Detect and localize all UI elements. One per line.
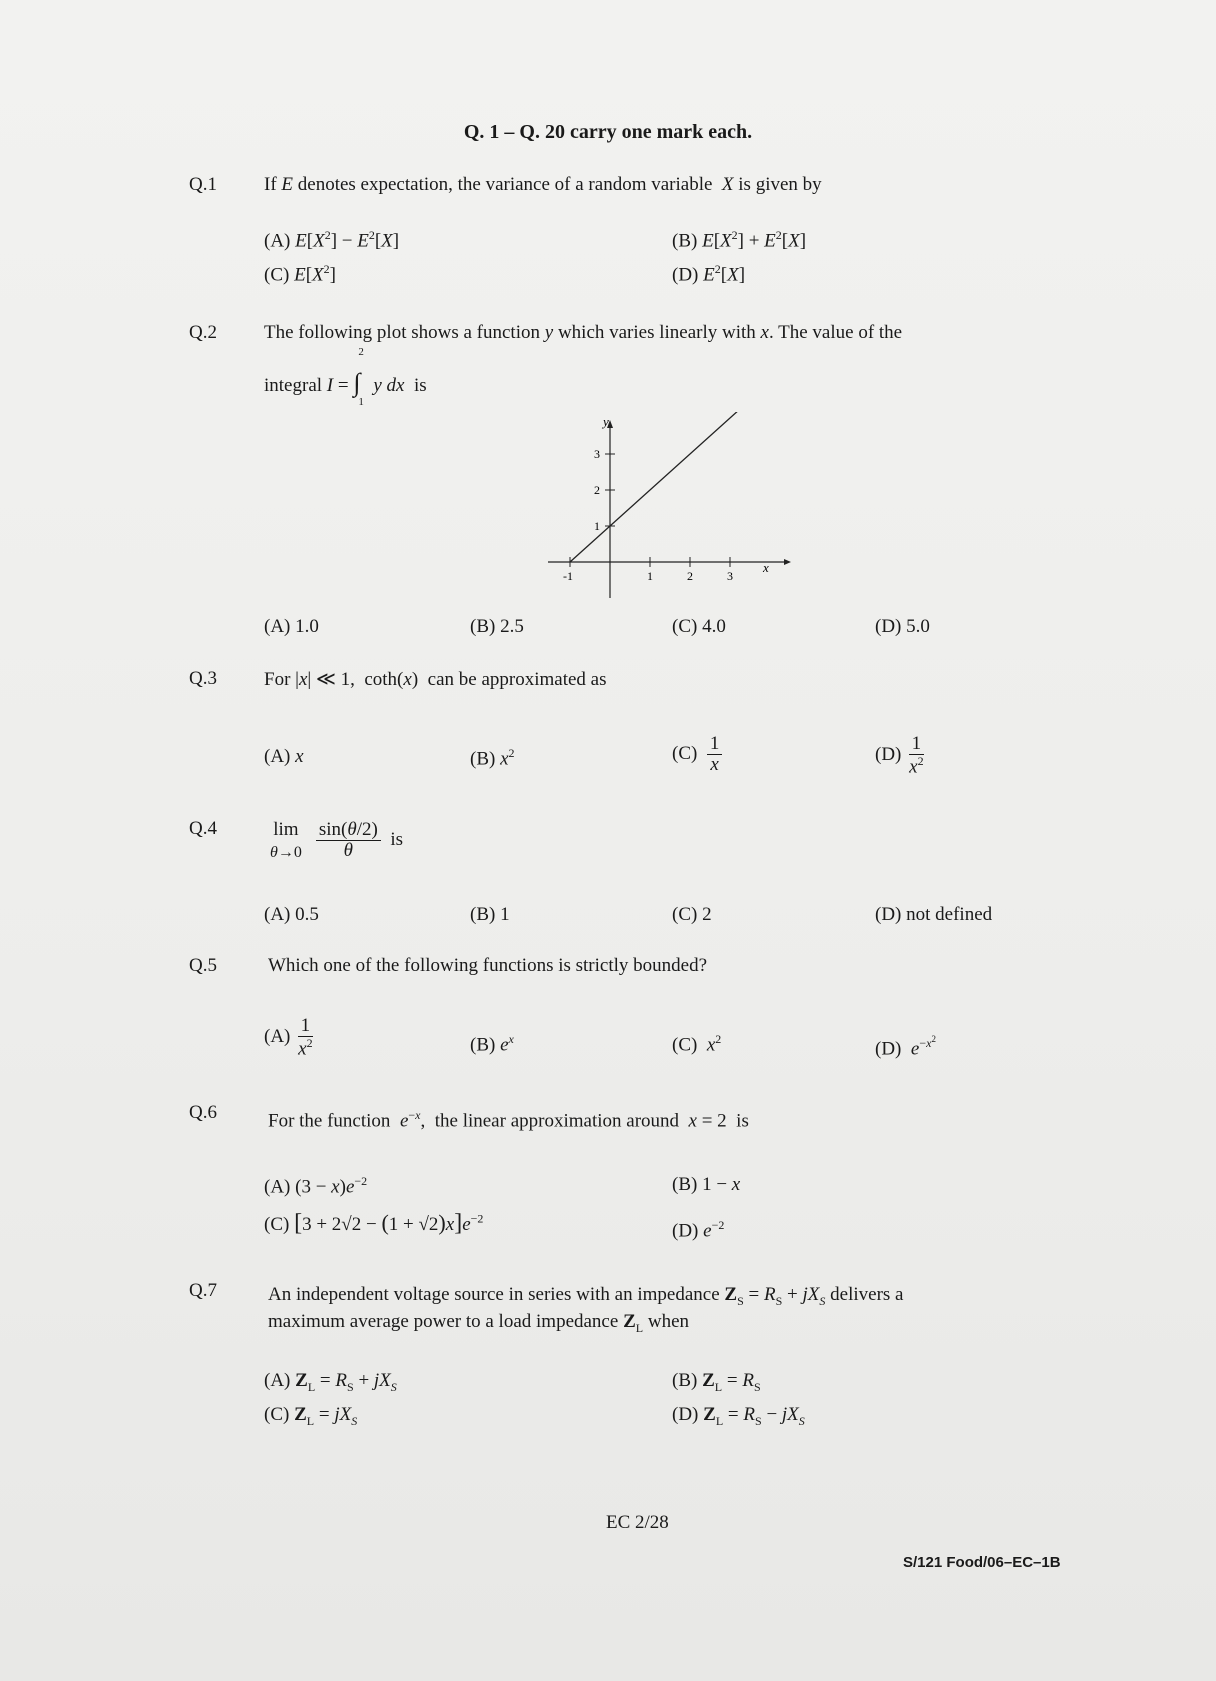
x-axis-label: x <box>763 560 769 575</box>
q1-option-a: (A) $E[X^2] - E^2[X]$ <box>264 228 400 252</box>
q5-option-b: (B) $e^x$ <box>470 1032 514 1056</box>
page-number: EC 2/28 <box>606 1512 669 1533</box>
q1-option-c: (C) $E[X^2]$ <box>264 262 336 286</box>
q2-line-plot <box>548 412 798 598</box>
q2-option-c: (C) 4.0 <box>672 616 726 637</box>
q2-option-b: (B) 2.5 <box>470 616 524 637</box>
q5-option-d: (D) $e^{-x^2}$ <box>875 1034 936 1060</box>
q4-number: Q.4 <box>189 818 217 839</box>
q6-option-d: (D) $e^{-2}$ <box>672 1218 725 1242</box>
q4-text: lim θ→0 $\frac{\sin(\theta/2)}{\theta}$ is <box>270 819 403 862</box>
q6-option-a: (A) $(3 - x)e^{-2}$ <box>264 1174 368 1198</box>
section-header: Q. 1 – Q. 20 carry one mark each. <box>463 121 753 143</box>
q1-option-b: (B) $E[X^2] + E^2[X]$ <box>672 228 807 252</box>
q3-text: For |x| ≪ 1, coth(x) can be approximated as <box>264 669 607 690</box>
q5-option-a: (A) $\frac{1}{x^2}$ <box>264 1015 313 1060</box>
q3-option-d: (D) $\frac{1}{x^2}$ <box>875 733 924 778</box>
q2-option-d: (D) 5.0 <box>875 616 930 637</box>
x-tick-label: 3 <box>727 569 733 583</box>
q2-option-a: (A) 1.0 <box>264 616 319 637</box>
q5-text: Which one of the following functions is strictly bounded? <box>268 955 708 976</box>
q5-option-c: (C) $x^2$ <box>672 1032 722 1056</box>
q6-option-b: (B) 1 − x <box>672 1174 741 1195</box>
q6-text: For the function $e^{-x}$, the linear approximation around x = 2 is <box>268 1108 749 1132</box>
paper-code: S/121 Food/06–EC–1B <box>903 1554 1061 1571</box>
q7-text-line2: maximum average power to a load impedance $Z_L$ when <box>268 1311 689 1335</box>
x-tick-label: -1 <box>563 569 573 583</box>
q5-number: Q.5 <box>189 955 217 976</box>
q7-number: Q.7 <box>189 1280 217 1301</box>
q2-text: The following plot shows a function y which varies linearly with x. The value of the <box>264 322 903 343</box>
y-tick-label: 1 <box>594 519 600 533</box>
q3-option-b: (B) $x^2$ <box>470 746 515 770</box>
x-tick-label: 2 <box>687 569 693 583</box>
q7-text: An independent voltage source in series with an impedance $Z_S = R_S + jX_S$ delivers a <box>268 1284 904 1308</box>
q6-option-c: (C) $[3 + 2√2 - (1 + √2)x]e^{-2}$ <box>264 1210 484 1236</box>
q2-text-integral: integral I = ∫ 2 1 y dx is <box>264 346 427 408</box>
q6-number: Q.6 <box>189 1102 217 1123</box>
q1-text: If E denotes expectation, the variance of a random variable X is given by <box>264 174 822 195</box>
q1-number: Q.1 <box>189 174 217 195</box>
q1-option-d: (D) $E^2[X]$ <box>672 262 746 286</box>
q4-option-c: (C) 2 <box>672 904 712 925</box>
q4-option-a: (A) 0.5 <box>264 904 319 925</box>
q2-number: Q.2 <box>189 322 217 343</box>
q7-option-a: (A) $Z_L = R_S + jX_S$ <box>264 1370 397 1394</box>
q4-option-b: (B) 1 <box>470 904 510 925</box>
x-axis-arrow <box>784 559 791 565</box>
y-tick-label: 2 <box>594 483 600 497</box>
q7-option-c: (C) $Z_L = jX_S$ <box>264 1404 358 1428</box>
q4-option-d: (D) not defined <box>875 904 993 925</box>
x-tick-label: 1 <box>647 569 653 583</box>
q3-number: Q.3 <box>189 668 217 689</box>
q7-option-b: (B) $Z_L = R_S$ <box>672 1370 761 1394</box>
q3-option-a: (A) x <box>264 746 304 767</box>
y-axis-label: y <box>603 414 609 429</box>
q7-option-d: (D) $Z_L = R_S - jX_S$ <box>672 1404 805 1428</box>
q3-option-c: (C) $\frac{1}{x}$ <box>672 734 722 775</box>
y-tick-label: 3 <box>594 447 600 461</box>
